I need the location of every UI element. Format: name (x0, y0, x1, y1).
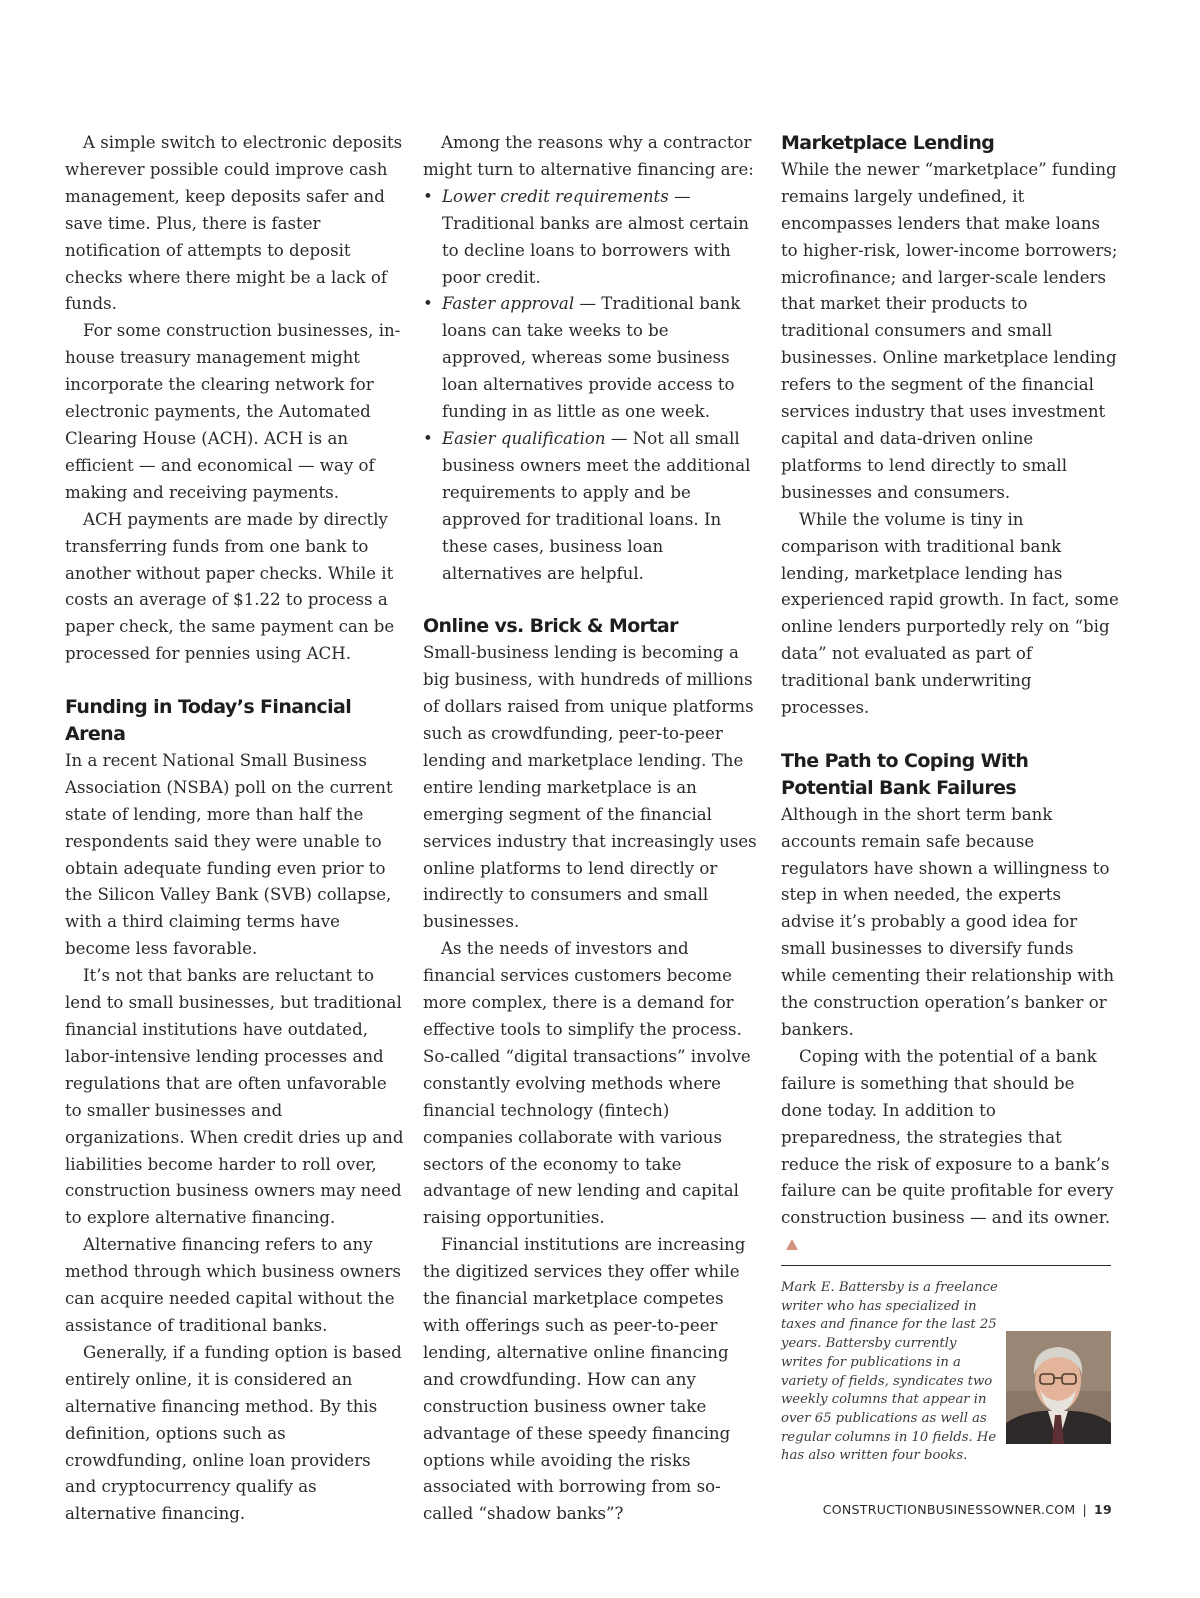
paragraph: As the needs of investors and financial services customers become more complex, there is a demand for effective tools to simplify the process. So-called “digital transactions” involve constantly evolving methods where financial technology (fintech) companies collaborate with various sectors of the economy to take advantage of new lending and capital raising opportunities. (423, 939, 751, 1228)
list-item-text: — Traditional bank loans can take weeks to be approved, whereas some business loan alternatives provide access to funding in as little as one week. (442, 294, 741, 422)
page-number: 19 (1094, 1502, 1112, 1517)
list-item-text: — Not all small business owners meet the additional requirements to apply and be approved for traditional loans. In these cases, business loan alternatives are helpful. (442, 428, 751, 583)
paragraph: While the volume is tiny in comparison with traditional bank lending, marketplace lending has experienced rapid growth. In fact, some online lenders purportedly rely on “big data” not evaluated as part of traditional bank underwriting processes. (781, 509, 1119, 718)
footer-site[interactable]: CONSTRUCTIONBUSINESSOWNER.COM (822, 1502, 1076, 1517)
section-heading: The Path to Coping With Potential Bank Failures (781, 749, 1029, 799)
paragraph: Alternative financing refers to any method through which business owners can acquire needed capital without the assistance of traditional banks. (65, 1235, 401, 1335)
section-heading: Marketplace Lending (781, 132, 995, 154)
list-item-term: Lower credit requirements (442, 186, 669, 206)
bullet-icon: • (423, 428, 433, 448)
list-item (423, 426, 758, 587)
author-bio (781, 1279, 1111, 1466)
bio-divider (781, 1265, 1111, 1266)
paragraph: While the newer “marketplace” funding remains largely undefined, it encompasses lenders that make loans to higher-risk, lower-income borrowers; microfinance; and larger-scale lenders that market their products to traditional consumers and small businesses. Online marketplace lending refers to the segment of the financial services industry that uses investment capital and data-driven online platforms to lend directly to small businesses and consumers. (781, 159, 1118, 502)
paragraph-final (781, 1044, 1119, 1259)
list-item-term: Easier qualification (442, 428, 606, 448)
paragraph: In a recent National Small Business Association (NSBA) poll on the current state of lending, more than half the respondents said they were unable to obtain adequate funding even prior to the Silicon Valley Bank (SVB) collapse, with a third claiming terms have become less favorable. (65, 750, 393, 959)
bullet-list (423, 184, 758, 588)
list-item (423, 291, 758, 426)
list-item-term: Faster approval (442, 294, 575, 314)
paragraph: A simple switch to electronic deposits wherever possible could improve cash management, keep deposits safer and save time. Plus, there is faster notification of attempts to deposit checks where there might be a lack of funds. (65, 133, 403, 314)
paragraph: Although in the short term bank accounts remain safe because regulators have shown a willingness to step in when needed, the experts advise it’s probably a good idea for small businesses to diversify funds while cementing their relationship with the construction operation’s banker or bankers. (781, 804, 1115, 1039)
page-footer (823, 1502, 1112, 1517)
paragraph: Generally, if a funding option is based entirely online, it is considered an alternative financing method. By this definition, options such as crowdfunding, online loan providers and cryptocurrency qualify as alternative financing. (65, 1342, 402, 1524)
column-2 (423, 130, 758, 1528)
paragraph: ACH payments are made by directly transferring funds from one bank to another without paper checks. While it costs an average of $1.22 to process a paper check, the same payment can be processed for pennies using ACH. (65, 509, 395, 664)
paragraph: Financial institutions are increasing the digitized services they offer while the financial marketplace competes with offerings such as peer-to-peer lending, alternative online financing and crowdfunding. How can any construction business owner take advantage of these speedy financing options while avoiding the risks associated with borrowing from so-called “shadow banks”? (423, 1235, 746, 1524)
end-of-article-icon (786, 1239, 798, 1250)
list-item (423, 184, 758, 292)
column-1 (65, 130, 405, 1528)
section-heading: Online vs. Brick & Mortar (423, 615, 678, 638)
author-photo (1006, 1331, 1111, 1444)
section-heading: Funding in Today’s Financial Arena (65, 696, 352, 746)
paragraph: Among the reasons why a contractor might turn to alternative financing are: (423, 133, 754, 179)
column-3 (781, 130, 1119, 1259)
paragraph: Small-business lending is becoming a big business, with hundreds of millions of dollars raised from unique platforms such as crowdfunding, peer-to-peer lending and marketplace lending. The entire lending marketplace is an emerging segment of the financial services industry that increasingly uses online platforms to lend directly or indirectly to consumers and small businesses. (423, 643, 757, 932)
footer-separator: | (1082, 1502, 1087, 1517)
bullet-icon: • (423, 186, 433, 206)
bullet-icon: • (423, 294, 433, 314)
list-item-text: — Traditional banks are almost certain to decline loans to borrowers with poor credit. (442, 186, 749, 287)
bio-text: Mark E. Battersby is a freelance writer who has specialized in taxes and finance for the last 25 years. Battersby currently writes for publications in a variety of fields, syndicates two weekly columns that appear in over 65 publications as well as regular columns in 10 fields. He has also written four books. (781, 1280, 998, 1464)
paragraph: It’s not that banks are reluctant to lend to small businesses, but traditional financial institutions have outdated, labor-intensive lending processes and regulations that are often unfavorable to smaller businesses and organizations. When credit dries up and liabilities become harder to roll over, construction business owners may need to explore alternative financing. (65, 966, 404, 1228)
paragraph: For some construction businesses, in-house treasury management might incorporate the clearing network for electronic payments, the Automated Clearing House (ACH). ACH is an efficient — and economical — way of making and receiving payments. (65, 321, 401, 502)
paragraph-text: Coping with the potential of a bank failure is something that should be done today. In addition to preparedness, the strategies that reduce the risk of exposure to a bank’s failure can be quite profitable for every construction business — and its owner. (781, 1046, 1114, 1228)
